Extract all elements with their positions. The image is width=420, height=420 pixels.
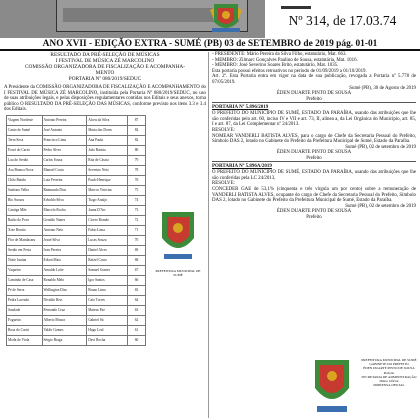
side-crest <box>152 208 204 277</box>
table-cell: Pedro Alves <box>42 145 87 155</box>
table-cell: Noite Junina <box>7 255 43 265</box>
table-cell: Geraldo Nunes <box>42 215 87 225</box>
portaria-body: O PREFEITO DO MUNICÍPIO DE SUMÉ, ESTADO DA PARAÍBA, usando das atribuições que lhe são conferidas pela LC 24/2013, <box>212 170 416 181</box>
table-cell: Daniel Alves <box>87 245 128 255</box>
table-cell: 78 <box>127 165 145 175</box>
table-row <box>7 145 146 155</box>
table-cell: Raimundo Dias <box>42 185 87 195</box>
table-cell: 64 <box>127 295 145 305</box>
table-cell: Terra Seca <box>7 135 43 145</box>
table-cell: Vaqueiro <box>7 265 43 275</box>
table-cell: 71 <box>127 225 145 235</box>
table-cell: Caio Torres <box>87 295 128 305</box>
footer-text <box>361 358 417 387</box>
table-row <box>7 335 146 345</box>
table-row <box>7 245 146 255</box>
table-cell: Caminho de Casa <box>7 275 43 285</box>
table-row <box>7 215 146 225</box>
table-cell: Lucas Souza <box>87 235 128 245</box>
table-cell: 80 <box>127 145 145 155</box>
table-cell: Pé de Serra <box>7 285 43 295</box>
table-row <box>7 205 146 215</box>
table-cell: 82 <box>127 135 145 145</box>
table-cell: Edson Maia <box>42 255 87 265</box>
table-row <box>7 305 146 315</box>
table-row <box>7 155 146 165</box>
table-cell: Samuel Gomes <box>87 265 128 275</box>
table-row <box>7 265 146 275</box>
list-item: - MEMBRO: José Severino Soares Brito, estatutário, Mat. 1035. <box>212 63 339 69</box>
portaria-heading: PORTARIA Nº 5.896/2019 <box>212 105 269 111</box>
table-cell: Joana D'Arc <box>87 205 128 215</box>
table-cell: Viagem Nordeste <box>7 115 43 125</box>
table-cell: Josué Silva <box>42 235 87 245</box>
table-row <box>7 225 146 235</box>
table-cell: 62 <box>127 315 145 325</box>
table-row <box>7 125 146 135</box>
table-cell: Rosa do Cariri <box>7 325 43 335</box>
list-item: - MEMBRO: Zilmarc Gonçalves Paulino de Sousa, estatutária, Mat. 1016. <box>212 57 358 63</box>
table-cell: Hugo Leal <box>87 325 128 335</box>
masthead <box>0 0 420 38</box>
table-cell: Cantiga Mãe <box>7 205 43 215</box>
table-cell: 63 <box>127 305 145 315</box>
list-item: Esta portaria possui efeitos retroativos no período de 01/09/2019 a 01/10/2019. <box>212 68 367 74</box>
table-cell: Fernando Cruz <box>42 305 87 315</box>
footer-line: Prefeito <box>383 370 395 375</box>
table-cell: Cícero Romão <box>87 215 128 225</box>
table-cell: Baião do Povo <box>7 215 43 225</box>
table-cell: 79 <box>127 155 145 165</box>
table-cell: Arnaldo Leite <box>42 265 87 275</box>
table-cell: 69 <box>127 245 145 255</box>
title-line: COMISSÃO ORGANIZADORA DE FISCALIZAÇÃO E ACOMPANHA- <box>24 64 186 70</box>
table-cell: Moda de Viola <box>7 335 43 345</box>
signer-role: Prefeito <box>212 97 416 104</box>
table-cell: Alceu da Silva <box>87 115 128 125</box>
table-cell: Wellington Dias <box>42 285 87 295</box>
table-cell: Asa Branca Nova <box>7 165 43 175</box>
table-cell: 66 <box>127 275 145 285</box>
table-cell: Rafael Costa <box>87 255 128 265</box>
table-row <box>7 295 146 305</box>
table-cell: Edvaldo Silva <box>42 195 87 205</box>
edition-rule <box>0 49 420 51</box>
table-cell: Sérgio Braga <box>42 335 87 345</box>
municipal-crest-icon <box>196 0 256 36</box>
table-cell: Tiago Araújo <box>87 195 128 205</box>
table-cell: Ronaldo Melo <box>42 275 87 285</box>
footer-line: PREFEITURA MUNICIPAL DE SUMÉ <box>361 358 417 362</box>
intro-paragraph: A Presidente da COMISSÃO ORGANIZADORA DE FISCALIZAÇÃO E ACOMPANHAMENTO do I FESTIVAL DE MÚSICA ZÉ MARCOLINO, instituída pela Portaria Nº 080/2019/SEDUC, no uso de suas atribuições legais, e pelas disposições regulamentares contidas nos Editais e seus anexos, torna público O RESULTADO DA PRÉ-SELEÇÃO DAS MÚSICAS, conforme previsto nos itens 3.3 e 3.4 dos Editais. <box>4 85 206 113</box>
table-cell: 61 <box>127 325 145 335</box>
title-line: PORTARIA Nº 080/2019/SEDUC <box>68 76 142 82</box>
list-item: Art. 2º. Esta Portaria entra em vigor na data de sua publicação, revogada a Portaria nº 5.778 de 07/05/2019. <box>212 74 416 85</box>
table-cell: Ana Paula <box>87 135 128 145</box>
table-cell: Xote Bonito <box>7 225 43 235</box>
table-cell: Maria das Dores <box>87 125 128 135</box>
signer-name: ÉDEN DUARTE PINTO DE SOUSA <box>276 150 352 156</box>
table-cell: Sertão em Festa <box>7 245 43 255</box>
table-row <box>7 235 146 245</box>
edition-line: ANO XVII - EDIÇÃO EXTRA - SUMÉ (PB) 03 de SETEMBRO de 2019 pág. 01-01 <box>42 39 378 49</box>
right-column <box>212 52 416 418</box>
left-column <box>4 52 206 418</box>
table-cell: Gabriel Sá <box>87 315 128 325</box>
crest-caption: PREFEITURA MUNICIPAL DE SUMÉ <box>155 269 201 277</box>
table-cell: Canto de Sumé <box>7 125 43 135</box>
conceder-paragraph: CONCEDER GAE de 53,1% (cinquenta e três vírgula um por cento) sobre a remuneração de VANDERLI BATISTA ALVES, ocupante do cargo de Chefe da Secretaria Pessoal do Prefeito, Símbolo DAS 2, lotado no Gabinete do Prefeito da Prefeitura Municipal de Sumé, Estado da Paraíba. <box>212 187 416 204</box>
date-line: Sumé (PB), 02 de setembro de 2019 <box>345 203 416 209</box>
title-line: I FESTIVAL DE MÚSICA ZÉ MARCOLINO <box>55 58 155 64</box>
table-cell: Sanfona Velha <box>7 185 43 195</box>
table-cell: Nivaldo Reis <box>42 295 87 305</box>
table-cell: Paulo Henrique <box>87 175 128 185</box>
table-cell: 76 <box>127 175 145 185</box>
table-row <box>7 285 146 295</box>
crest-icon <box>307 354 357 418</box>
crest-icon <box>152 208 204 264</box>
table-cell: 75 <box>127 185 145 195</box>
issue-box <box>265 0 420 38</box>
signer-role: Prefeito <box>212 156 416 163</box>
title-line: MENTO <box>95 70 115 76</box>
table-row <box>7 175 146 185</box>
table-cell: Carlos Sousa <box>42 155 87 165</box>
table-cell: Francisco Lima <box>42 135 87 145</box>
footer-line: IMPRENSA OFICIAL <box>373 383 405 388</box>
table-cell: Davi Rocha <box>87 335 128 345</box>
table-cell: Valdir Gomes <box>42 325 87 335</box>
date-line: Sumé (PB), 02 de setembro de 2019 <box>345 144 416 150</box>
table-cell: Luiz Ferreira <box>42 175 87 185</box>
table-cell: Antonio Pereira <box>42 115 87 125</box>
table-row <box>7 185 146 195</box>
footer-line: Diário Oficial <box>379 379 399 384</box>
table-cell: 70 <box>127 235 145 245</box>
resolve-label: RESOLVE: <box>212 127 235 133</box>
table-cell: João Batista <box>87 145 128 155</box>
table-cell: Fabio Lima <box>87 225 128 235</box>
table-cell: Antonio Neto <box>42 225 87 235</box>
table-row <box>7 195 146 205</box>
signer-name: ÉDEN DUARTE PINTO DE SOUSA <box>276 91 352 97</box>
table-cell: José Antonio <box>42 125 87 135</box>
table-cell: 72 <box>127 215 145 225</box>
footer-line: SECRETARIA DE ADMINISTRAÇÃO <box>361 374 417 379</box>
table-cell: 87 <box>127 115 145 125</box>
table-cell: Severino Neto <box>87 165 128 175</box>
table-row <box>7 135 146 145</box>
issue-number: Nº 314, de 17.03.74 <box>288 13 397 28</box>
title-line: RESULTADO DA PRÉ-SELEÇÃO DE MÚSICAS <box>50 52 160 58</box>
table-row <box>7 165 146 175</box>
table-cell: Marcos Vinicius <box>87 185 128 195</box>
table-row <box>7 315 146 325</box>
table-cell: 68 <box>127 255 145 265</box>
portaria-body: O PREFEITO DO MUNICÍPIO DE SUMÉ, ESTADO DA PARAÍBA, usando das atribuições que lhe são conferidas pelo art. 60, inciso IV e VII e art. 73, II, alínea a, da Lei Orgânica do Município, art. 85, I e art. 87, da Lei Complementar nº 24/2013. <box>212 111 416 128</box>
table-cell: Forró do Cariri <box>7 145 43 155</box>
resolve-label: RESOLVE: <box>212 181 235 187</box>
date-line: Sumé (PB), 30 de Agosto de 2019 <box>349 85 416 91</box>
table-row <box>7 275 146 285</box>
table-cell: Ivan Pereira <box>42 245 87 255</box>
table-cell: Chão Batido <box>7 175 43 185</box>
table-cell: 67 <box>127 265 145 275</box>
table-cell: Bruno Lima <box>87 285 128 295</box>
table-cell: 73 <box>127 205 145 215</box>
table-cell: 60 <box>127 335 145 345</box>
table-cell: Igor Santos <box>87 275 128 285</box>
results-table <box>6 115 146 346</box>
table-row <box>7 325 146 335</box>
table-cell: Mateus Paz <box>87 305 128 315</box>
table-cell: Alberto Moura <box>42 315 87 325</box>
footer-crest <box>307 354 417 420</box>
list-item: - PRESIDENTE: Mário Pereira da Silva Filho, estatutário, Mat. 663. <box>212 52 347 57</box>
nomear-paragraph: NOMEAR VANDERLI BATISTA ALVES, para o cargo de Chefe da Secretaria Pessoal do Prefeito, Símbolo DAS 2, lotado no Gabinete do Prefeito da Prefeitura Municipal de Sumé, Estado da Paraíba. <box>212 133 416 145</box>
portaria-heading: PORTARIA Nº 5.896A/2019 <box>212 164 272 170</box>
table-cell: 74 <box>127 195 145 205</box>
table-cell: Rio Sucuru <box>7 195 43 205</box>
table-cell: 65 <box>127 285 145 295</box>
table-cell: Manoel Costa <box>42 165 87 175</box>
footer-line: ÉDEN DUARTE PINTO DE SOUSA <box>363 366 415 371</box>
table-row <box>7 115 146 125</box>
table-cell: Fogueira <box>7 315 43 325</box>
table-cell: Saudade <box>7 305 43 315</box>
signer-name: ÉDEN DUARTE PINTO DE SOUSA <box>276 209 352 215</box>
table-cell: Marcelo Rocha <box>42 205 87 215</box>
footer-line: GABINETE DO PREFEITO <box>369 362 409 367</box>
signer-role: Prefeito <box>306 215 322 221</box>
table-cell: Pedra Lavrada <box>7 295 43 305</box>
table-cell: Flor de Mandacaru <box>7 235 43 245</box>
table-cell: 84 <box>127 125 145 135</box>
column-separator <box>208 52 209 418</box>
table-row <box>7 255 146 265</box>
table-cell: Rita de Cássia <box>87 155 128 165</box>
table-cell: Lua do Sertão <box>7 155 43 165</box>
